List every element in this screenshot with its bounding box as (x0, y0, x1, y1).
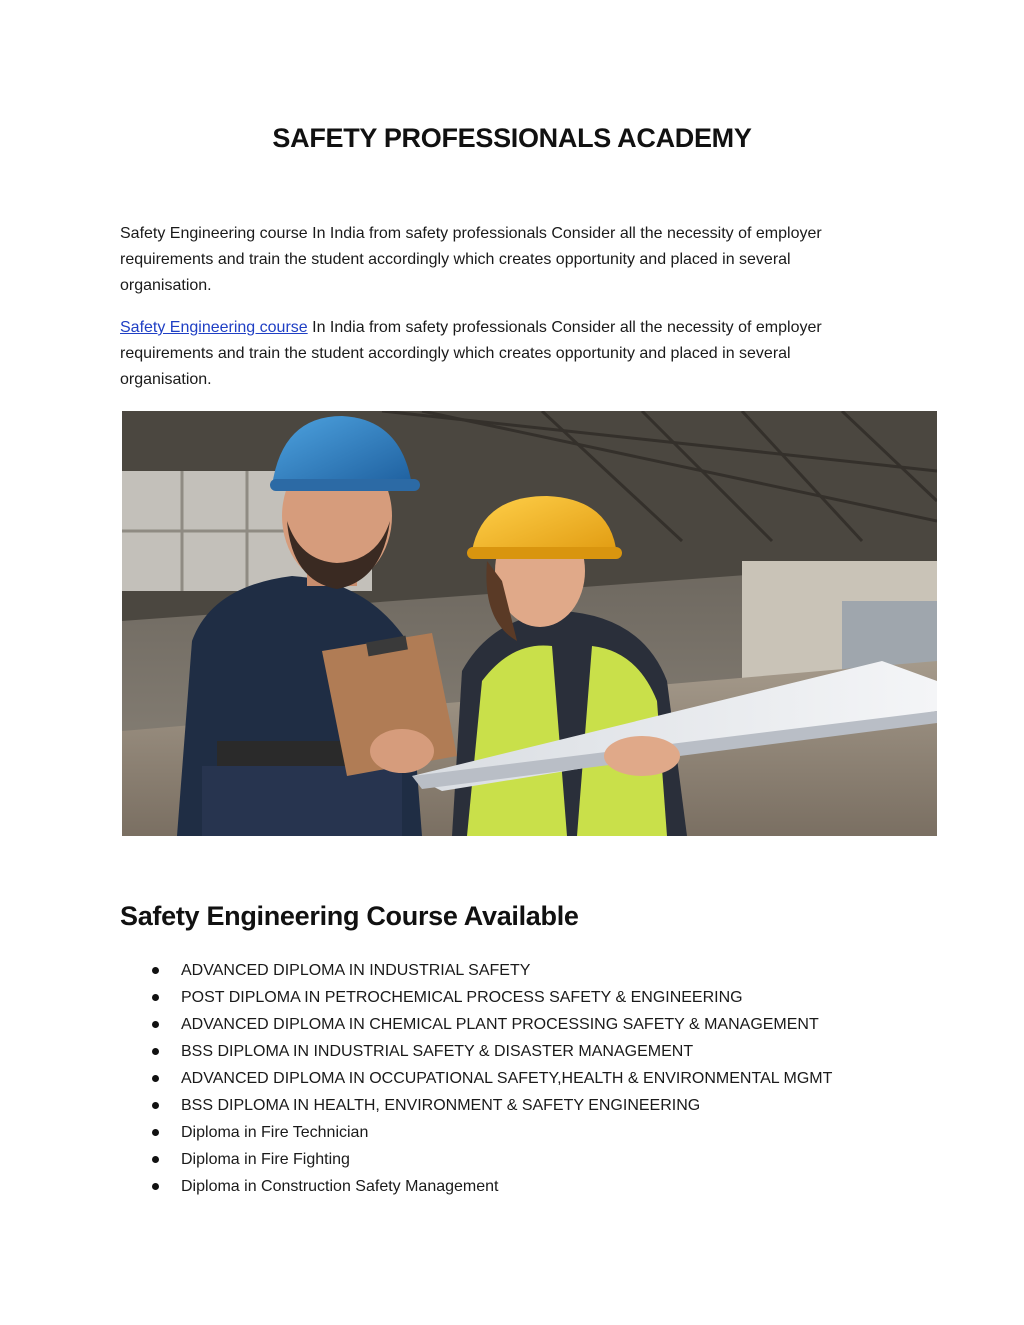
page-title: SAFETY PROFESSIONALS ACADEMY (272, 123, 752, 153)
course-item (120, 1092, 832, 1119)
intro-paragraph-with-link (120, 315, 880, 393)
hero-photo (122, 411, 937, 836)
course-item-label: POST DIPLOMA IN PETROCHEMICAL PROCESS SAFETY & ENGINEERING (181, 989, 743, 1006)
course-item (120, 1065, 832, 1092)
safety-engineering-course-link[interactable]: Safety Engineering course (120, 319, 308, 336)
bullet-icon (152, 1075, 159, 1082)
woman-hand (604, 736, 680, 776)
course-item-label: BSS DIPLOMA IN INDUSTRIAL SAFETY & DISASTER MANAGEMENT (181, 1043, 694, 1060)
course-list (120, 957, 832, 1200)
course-item-label: ADVANCED DIPLOMA IN INDUSTRIAL SAFETY (181, 962, 531, 979)
course-item (120, 1146, 832, 1173)
bullet-icon (152, 1048, 159, 1055)
yellow-helmet-brim (467, 547, 622, 559)
workers-illustration (122, 411, 937, 836)
course-item-label: ADVANCED DIPLOMA IN OCCUPATIONAL SAFETY,HEALTH & ENVIRONMENTAL MGMT (181, 1070, 833, 1087)
bullet-icon (152, 994, 159, 1001)
bullet-icon (152, 1102, 159, 1109)
courses-heading: Safety Engineering Course Available (120, 901, 579, 931)
bullet-icon (152, 1156, 159, 1163)
course-item (120, 1011, 832, 1038)
course-item-label: Diploma in Construction Safety Management (181, 1178, 499, 1195)
course-item (120, 1119, 832, 1146)
intro-paragraph-text: In India from safety professionals Consider all the necessity of employer requirements and train the student accordingly which creates opportunity and placed in several organisation. (120, 319, 822, 388)
bullet-icon (152, 1129, 159, 1136)
course-item-label: ADVANCED DIPLOMA IN CHEMICAL PLANT PROCESSING SAFETY & MANAGEMENT (181, 1016, 819, 1033)
course-item (120, 1038, 832, 1065)
bullet-icon (152, 1183, 159, 1190)
course-item (120, 1173, 832, 1200)
intro-paragraph: Safety Engineering course In India from safety professionals Consider all the necessity of employer requirements and train the student accordingly which creates opportunity and placed in several organisation. (120, 225, 822, 294)
course-item (120, 984, 832, 1011)
course-item-label: BSS DIPLOMA IN HEALTH, ENVIRONMENT & SAFETY ENGINEERING (181, 1097, 701, 1114)
blue-helmet-brim (270, 479, 420, 491)
bullet-icon (152, 1021, 159, 1028)
man-trousers (202, 766, 402, 836)
course-item (120, 957, 832, 984)
course-item-label: Diploma in Fire Technician (181, 1124, 369, 1141)
bullet-icon (152, 967, 159, 974)
course-item-label: Diploma in Fire Fighting (181, 1151, 350, 1168)
man-hand (370, 729, 434, 773)
